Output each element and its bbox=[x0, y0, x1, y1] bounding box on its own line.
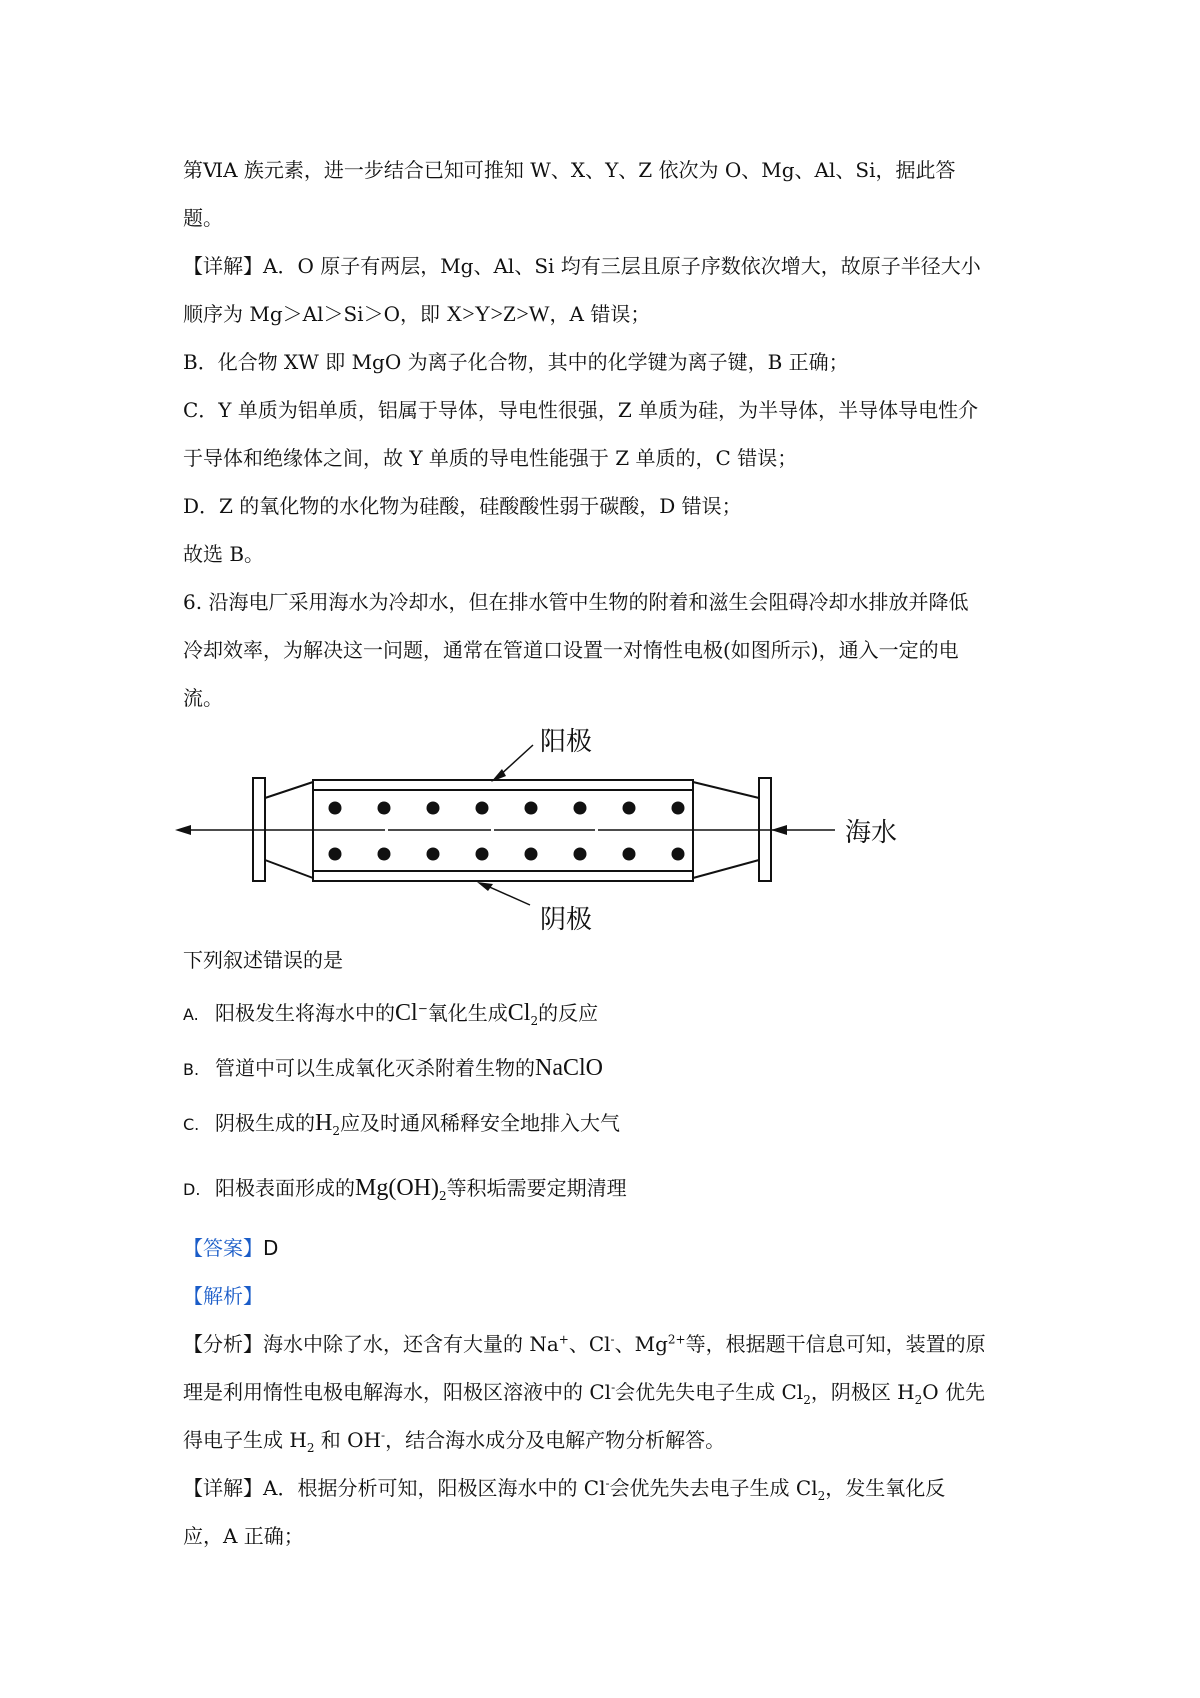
subscript: 2 bbox=[439, 1189, 447, 1203]
answer-value: D bbox=[263, 1236, 279, 1260]
superscript: - bbox=[610, 1332, 615, 1347]
text-line: 故选 B。 bbox=[183, 542, 265, 566]
left-taper-top bbox=[265, 782, 313, 798]
superscript: - bbox=[611, 1380, 616, 1395]
subscript: 2 bbox=[332, 1124, 340, 1138]
answer-line bbox=[183, 1233, 1023, 1263]
text-line: 题。 bbox=[183, 206, 223, 230]
cathode-dots bbox=[329, 848, 685, 861]
inequality: X>Y>Z>W bbox=[446, 301, 550, 326]
right-taper-top bbox=[693, 782, 759, 798]
anode-label: 阳极 bbox=[540, 727, 593, 757]
option-text: 等积垢需要定期清理 bbox=[446, 1176, 627, 1200]
inlet-arrow-head bbox=[771, 825, 787, 835]
analysis-line bbox=[183, 1377, 1023, 1407]
option-c[interactable] bbox=[183, 1108, 1023, 1140]
option-text: 应及时通风稀释安全地排入大气 bbox=[339, 1111, 620, 1135]
text-line: C．Y 单质为铝单质，铝属于导体，导电性很强，Z 单质为硅，为半导体，半导体导电性介 bbox=[183, 398, 979, 422]
seawater-label: 海水 bbox=[845, 818, 898, 848]
formula: Cl bbox=[395, 1000, 418, 1026]
analysis-line: 应，A 正确； bbox=[183, 1524, 304, 1548]
subscript: 2 bbox=[306, 1441, 315, 1455]
option-letter: D. bbox=[183, 1180, 201, 1199]
option-text: 的反应 bbox=[538, 1001, 599, 1025]
text-segment: 【分析】海水中除了水，还含有大量的 Na bbox=[183, 1332, 559, 1356]
text-segment: 理是利用惰性电极电解海水，阳极区溶液中的 Cl bbox=[183, 1380, 612, 1404]
superscript: + bbox=[558, 1332, 569, 1347]
option-b[interactable] bbox=[183, 1053, 1023, 1085]
formula: NaClO bbox=[535, 1055, 603, 1081]
cathode-arrow-head bbox=[477, 882, 493, 891]
text-segment: 和 OH bbox=[314, 1428, 382, 1452]
answer-label: 【答案】 bbox=[183, 1236, 263, 1260]
flow-arrow-head bbox=[175, 825, 191, 835]
cathode-pointer bbox=[485, 885, 530, 905]
text-segment: 、Cl bbox=[568, 1332, 611, 1356]
analysis-line bbox=[183, 1473, 1023, 1503]
subscript: 2 bbox=[817, 1489, 826, 1503]
text-line: D．Z 的氧化物的水化物为硅酸，硅酸酸性弱于碳酸，D 错误； bbox=[183, 494, 742, 518]
text-segment: ，发生氧化反 bbox=[825, 1476, 946, 1500]
text-segment: 等，根据题干信息可知，装置的原 bbox=[685, 1332, 986, 1356]
question-text: 冷却效率，为解决这一问题，通常在管道口设置一对惰性电极(如图所示)，通入一定的电 bbox=[183, 638, 959, 662]
electrolysis-pipe-diagram bbox=[175, 710, 935, 950]
option-text: 管道中可以生成氧化灭杀附着生物的 bbox=[215, 1056, 535, 1080]
text-segment: 【详解】A．根据分析可知，阳极区海水中的 Cl bbox=[183, 1476, 606, 1500]
superscript: − bbox=[417, 1001, 428, 1016]
analysis-label: 【解析】 bbox=[183, 1284, 263, 1308]
question-text: 6. 沿海电厂采用海水为冷却水，但在排水管中生物的附着和滋生会阻碍冷却水排放并降低 bbox=[183, 590, 969, 614]
text-line: 于导体和绝缘体之间，故 Y 单质的导电性能强于 Z 单质的，C 错误； bbox=[183, 446, 798, 470]
option-letter: B. bbox=[183, 1060, 200, 1079]
text-segment: ，A 错误； bbox=[549, 302, 651, 326]
right-taper-bottom bbox=[693, 860, 759, 878]
formula: H bbox=[315, 1110, 333, 1136]
text-segment: 顺序为 Mg＞Al＞Si＞O，即 bbox=[183, 302, 447, 326]
text-line: 第ⅥA 族元素，进一步结合已知可推知 W、X、Y、Z 依次为 O、Mg、Al、Si，据此答 bbox=[183, 158, 956, 182]
text-segment: ，阴极区 H bbox=[810, 1380, 915, 1404]
option-letter: A. bbox=[183, 1005, 199, 1024]
question-prompt: 下列叙述错误的是 bbox=[183, 948, 343, 972]
left-taper-bottom bbox=[265, 860, 313, 878]
option-text: 阳极发生将海水中的 bbox=[215, 1001, 395, 1025]
option-d[interactable] bbox=[183, 1173, 1023, 1205]
superscript: - bbox=[605, 1476, 610, 1491]
analysis-line bbox=[183, 1425, 1023, 1455]
text-segment: O 优先 bbox=[922, 1380, 986, 1404]
subscript: 2 bbox=[803, 1393, 811, 1407]
text-segment: 、Mg bbox=[614, 1332, 668, 1356]
question-text: 流。 bbox=[183, 686, 223, 710]
superscript: - bbox=[381, 1428, 386, 1443]
text-segment: 会优先失电子生成 Cl bbox=[615, 1380, 804, 1404]
option-a[interactable] bbox=[183, 998, 1023, 1030]
text-segment: 得电子生成 H bbox=[183, 1428, 307, 1452]
text-segment: 会优先失去电子生成 Cl bbox=[609, 1476, 818, 1500]
anode-dots bbox=[329, 802, 685, 815]
option-text: 阴极生成的 bbox=[215, 1111, 315, 1135]
analysis-line bbox=[183, 1329, 1023, 1359]
text-segment: ，结合海水成分及电解产物分析解答。 bbox=[385, 1428, 726, 1452]
option-letter: C. bbox=[183, 1115, 200, 1134]
superscript: 2+ bbox=[667, 1332, 686, 1347]
subscript: 2 bbox=[530, 1014, 539, 1028]
text-line: 【详解】A．O 原子有两层，Mg、Al、Si 均有三层且原子序数依次增大，故原子半径大小 bbox=[183, 254, 981, 278]
option-text: 氧化生成 bbox=[427, 1001, 508, 1025]
option-text: 阳极表面形成的 bbox=[215, 1176, 355, 1200]
text-line: B．化合物 XW 即 MgO 为离子化合物，其中的化学键为离子键，B 正确； bbox=[183, 350, 849, 374]
cathode-label: 阴极 bbox=[540, 905, 593, 935]
subscript: 2 bbox=[914, 1393, 923, 1407]
formula: Cl bbox=[507, 1000, 531, 1026]
formula: Mg(OH) bbox=[355, 1175, 439, 1201]
text-line bbox=[183, 299, 1023, 329]
